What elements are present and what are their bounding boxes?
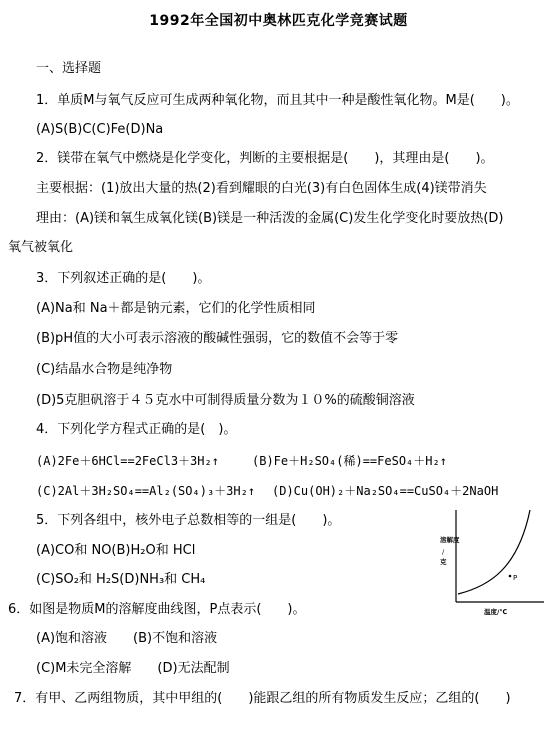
q3-option-a: (A)Na和 Na＋都是钠元素，它们的化学性质相同 [36, 301, 316, 316]
q4-option-a: (A)2Fe＋6HCl==2FeCl3＋3H₂↑ [36, 454, 219, 468]
q3-option-d: (D)5克胆矾溶于４５克水中可制得质量分数为１０%的硫酸铜溶液 [36, 393, 415, 408]
solubility-curve-svg [440, 508, 544, 618]
x-axis-label: 温度/℃ [484, 608, 508, 616]
q5-options-cd: (C)SO₂和 H₂S(D)NH₃和 CH₄ [36, 572, 206, 587]
q2-reason: 理由：(A)镁和氧生成氧化镁(B)镁是一种活泼的金属(C)发生化学变化时要放热(D) [36, 211, 504, 226]
solubility-curve [458, 510, 530, 594]
q6-stem: 6．如图是物质M的溶解度曲线图，P点表示( )。 [8, 602, 306, 617]
q4-option-b: (B)Fe＋H₂SO₄(稀)==FeSO₄＋H₂↑ [252, 454, 447, 468]
q3-stem: 3．下列叙述正确的是( )。 [36, 271, 211, 286]
q6-options-cd: (C)M未完全溶解 (D)无法配制 [36, 661, 230, 676]
section-heading: 一、选择题 [36, 61, 102, 76]
page-title: 1992年全国初中奥林匹克化学竞赛试题 [149, 13, 408, 29]
q4-option-c: (C)2Al＋3H₂SO₄==Al₂(SO₄)₃＋3H₂↑ [36, 484, 256, 498]
q4-option-d: (D)Cu(OH)₂＋Na₂SO₄==CuSO₄＋2NaOH [272, 484, 499, 498]
q2-basis: 主要根据：(1)放出大量的热(2)看到耀眼的白光(3)有白色固体生成(4)镁带消失 [36, 181, 487, 196]
q3-option-b: (B)pH值的大小可表示溶液的酸碱性强弱，它的数值不会等于零 [36, 331, 399, 346]
q7-stem: 7．有甲、乙两组物质，其中甲组的( )能跟乙组的所有物质发生反应；乙组的( ) [14, 691, 511, 706]
solubility-curve-figure [440, 508, 544, 618]
q5-options-ab: (A)CO和 NO(B)H₂O和 HCl [36, 543, 196, 558]
q4-stem: 4．下列化学方程式正确的是( )。 [36, 422, 237, 437]
q3-option-c: (C)结晶水合物是纯净物 [36, 362, 173, 377]
q5-stem: 5．下列各组中，核外电子总数相等的一组是( )。 [36, 513, 341, 528]
q2-reason-cont: 氧气被氧化 [8, 240, 74, 255]
q2-stem: 2．镁带在氧气中燃烧是化学变化，判断的主要根据是( )，其理由是( )。 [36, 151, 494, 166]
y-axis-label-top: 溶解度 [440, 536, 460, 544]
y-axis-label-bottom: 克 [440, 558, 447, 566]
q1-stem: 1．单质M与氧气反应可生成两种氧化物，而且其中一种是酸性氧化物。M是( )。 [36, 93, 519, 108]
y-axis-slash: / [442, 548, 445, 556]
q6-options-ab: (A)饱和溶液 (B)不饱和溶液 [36, 631, 218, 646]
point-p-marker [509, 575, 512, 578]
q1-options: (A)S(B)C(C)Fe(D)Na [36, 122, 164, 137]
point-p-label: P [513, 574, 518, 582]
